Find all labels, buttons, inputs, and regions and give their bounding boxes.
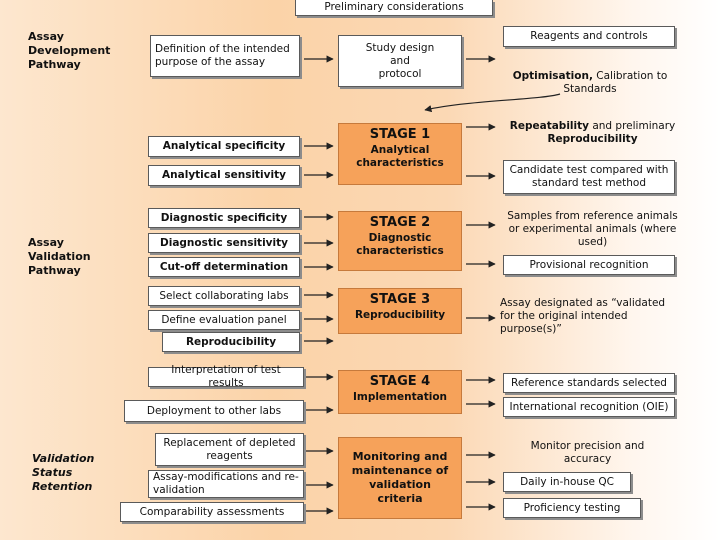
replacement-reagents-box: Replacement of depleted reagents [155, 433, 304, 466]
optimisation-rest: Calibration to Standards [563, 70, 668, 95]
select-labs-box: Select collaborating labs [148, 286, 300, 306]
stage3-title: STAGE 3 [369, 292, 431, 307]
optimisation-bold: Optimisation, [512, 70, 593, 82]
preliminary-considerations-text: Preliminary considerations [324, 1, 464, 13]
reproducibility-box: Reproducibility [162, 332, 300, 352]
stage3-subtitle: Reproducibility [354, 309, 446, 321]
section-development-label: Assay Development Pathway [28, 30, 111, 71]
validated-assay-text: Assay designated as “validated for the original intended purpose(s)” [500, 297, 666, 335]
comparability-box: Comparability assessments [120, 502, 304, 522]
daily-qc-box: Daily in-house QC [503, 472, 631, 492]
stage4-subtitle: Implementation [352, 391, 448, 403]
analytical-specificity-box: Analytical specificity [148, 136, 300, 157]
preliminary-considerations-box [295, 0, 493, 16]
section-validation-label: Assay Validation Pathway [28, 236, 91, 277]
study-design-text: Study design and protocol [365, 41, 435, 80]
optimisation-text [500, 70, 680, 96]
stage3-box [338, 288, 462, 334]
stage1-subtitle: Analytical characteristics [356, 144, 444, 169]
candidate-test-box: Candidate test compared with standard test method [503, 160, 675, 194]
monitoring-title: Monitoring and maintenance of validation criteria [351, 450, 449, 505]
stage4-box [338, 370, 462, 414]
provisional-recognition-box: Provisional recognition [503, 255, 675, 275]
diagnostic-sensitivity-box: Diagnostic sensitivity [148, 233, 300, 253]
assay-modifications-box: Assay-modifications and re-validation [148, 470, 304, 498]
monitoring-box [338, 437, 462, 519]
interpretation-box: Interpretation of test results [148, 367, 304, 387]
repeatability-text: Repeatability and preliminary Reproducibility [509, 120, 676, 145]
assay-purpose-box [150, 35, 300, 77]
evaluation-panel-box: Define evaluation panel [148, 310, 300, 330]
stage2-box [338, 211, 462, 271]
study-design-box [338, 35, 462, 87]
reference-standards-box: Reference standards selected [503, 373, 675, 393]
reagents-controls-text: Reagents and controls [530, 30, 648, 42]
monitor-precision-text: Monitor precision and accuracy [530, 440, 645, 465]
stage1-title: STAGE 1 [369, 127, 431, 142]
reference-animals-text: Samples from reference animals or experimental animals (where used) [507, 210, 678, 248]
international-recognition-box: International recognition (OIE) [503, 397, 675, 417]
stage1-box [338, 123, 462, 185]
stage2-title: STAGE 2 [369, 215, 431, 230]
stage4-title: STAGE 4 [369, 374, 431, 389]
stage2-subtitle: Diagnostic characteristics [356, 232, 444, 257]
diagnostic-specificity-box: Diagnostic specificity [148, 208, 300, 228]
reagents-controls-box [503, 26, 675, 47]
assay-purpose-text: Definition of the intended purpose of the assay [155, 43, 290, 68]
analytical-sensitivity-box: Analytical sensitivity [148, 165, 300, 186]
deployment-box: Deployment to other labs [124, 400, 304, 422]
section-retention-label: Validation Status Retention [32, 452, 95, 493]
cutoff-determination-box: Cut-off determination [148, 257, 300, 277]
proficiency-testing-box: Proficiency testing [503, 498, 641, 518]
